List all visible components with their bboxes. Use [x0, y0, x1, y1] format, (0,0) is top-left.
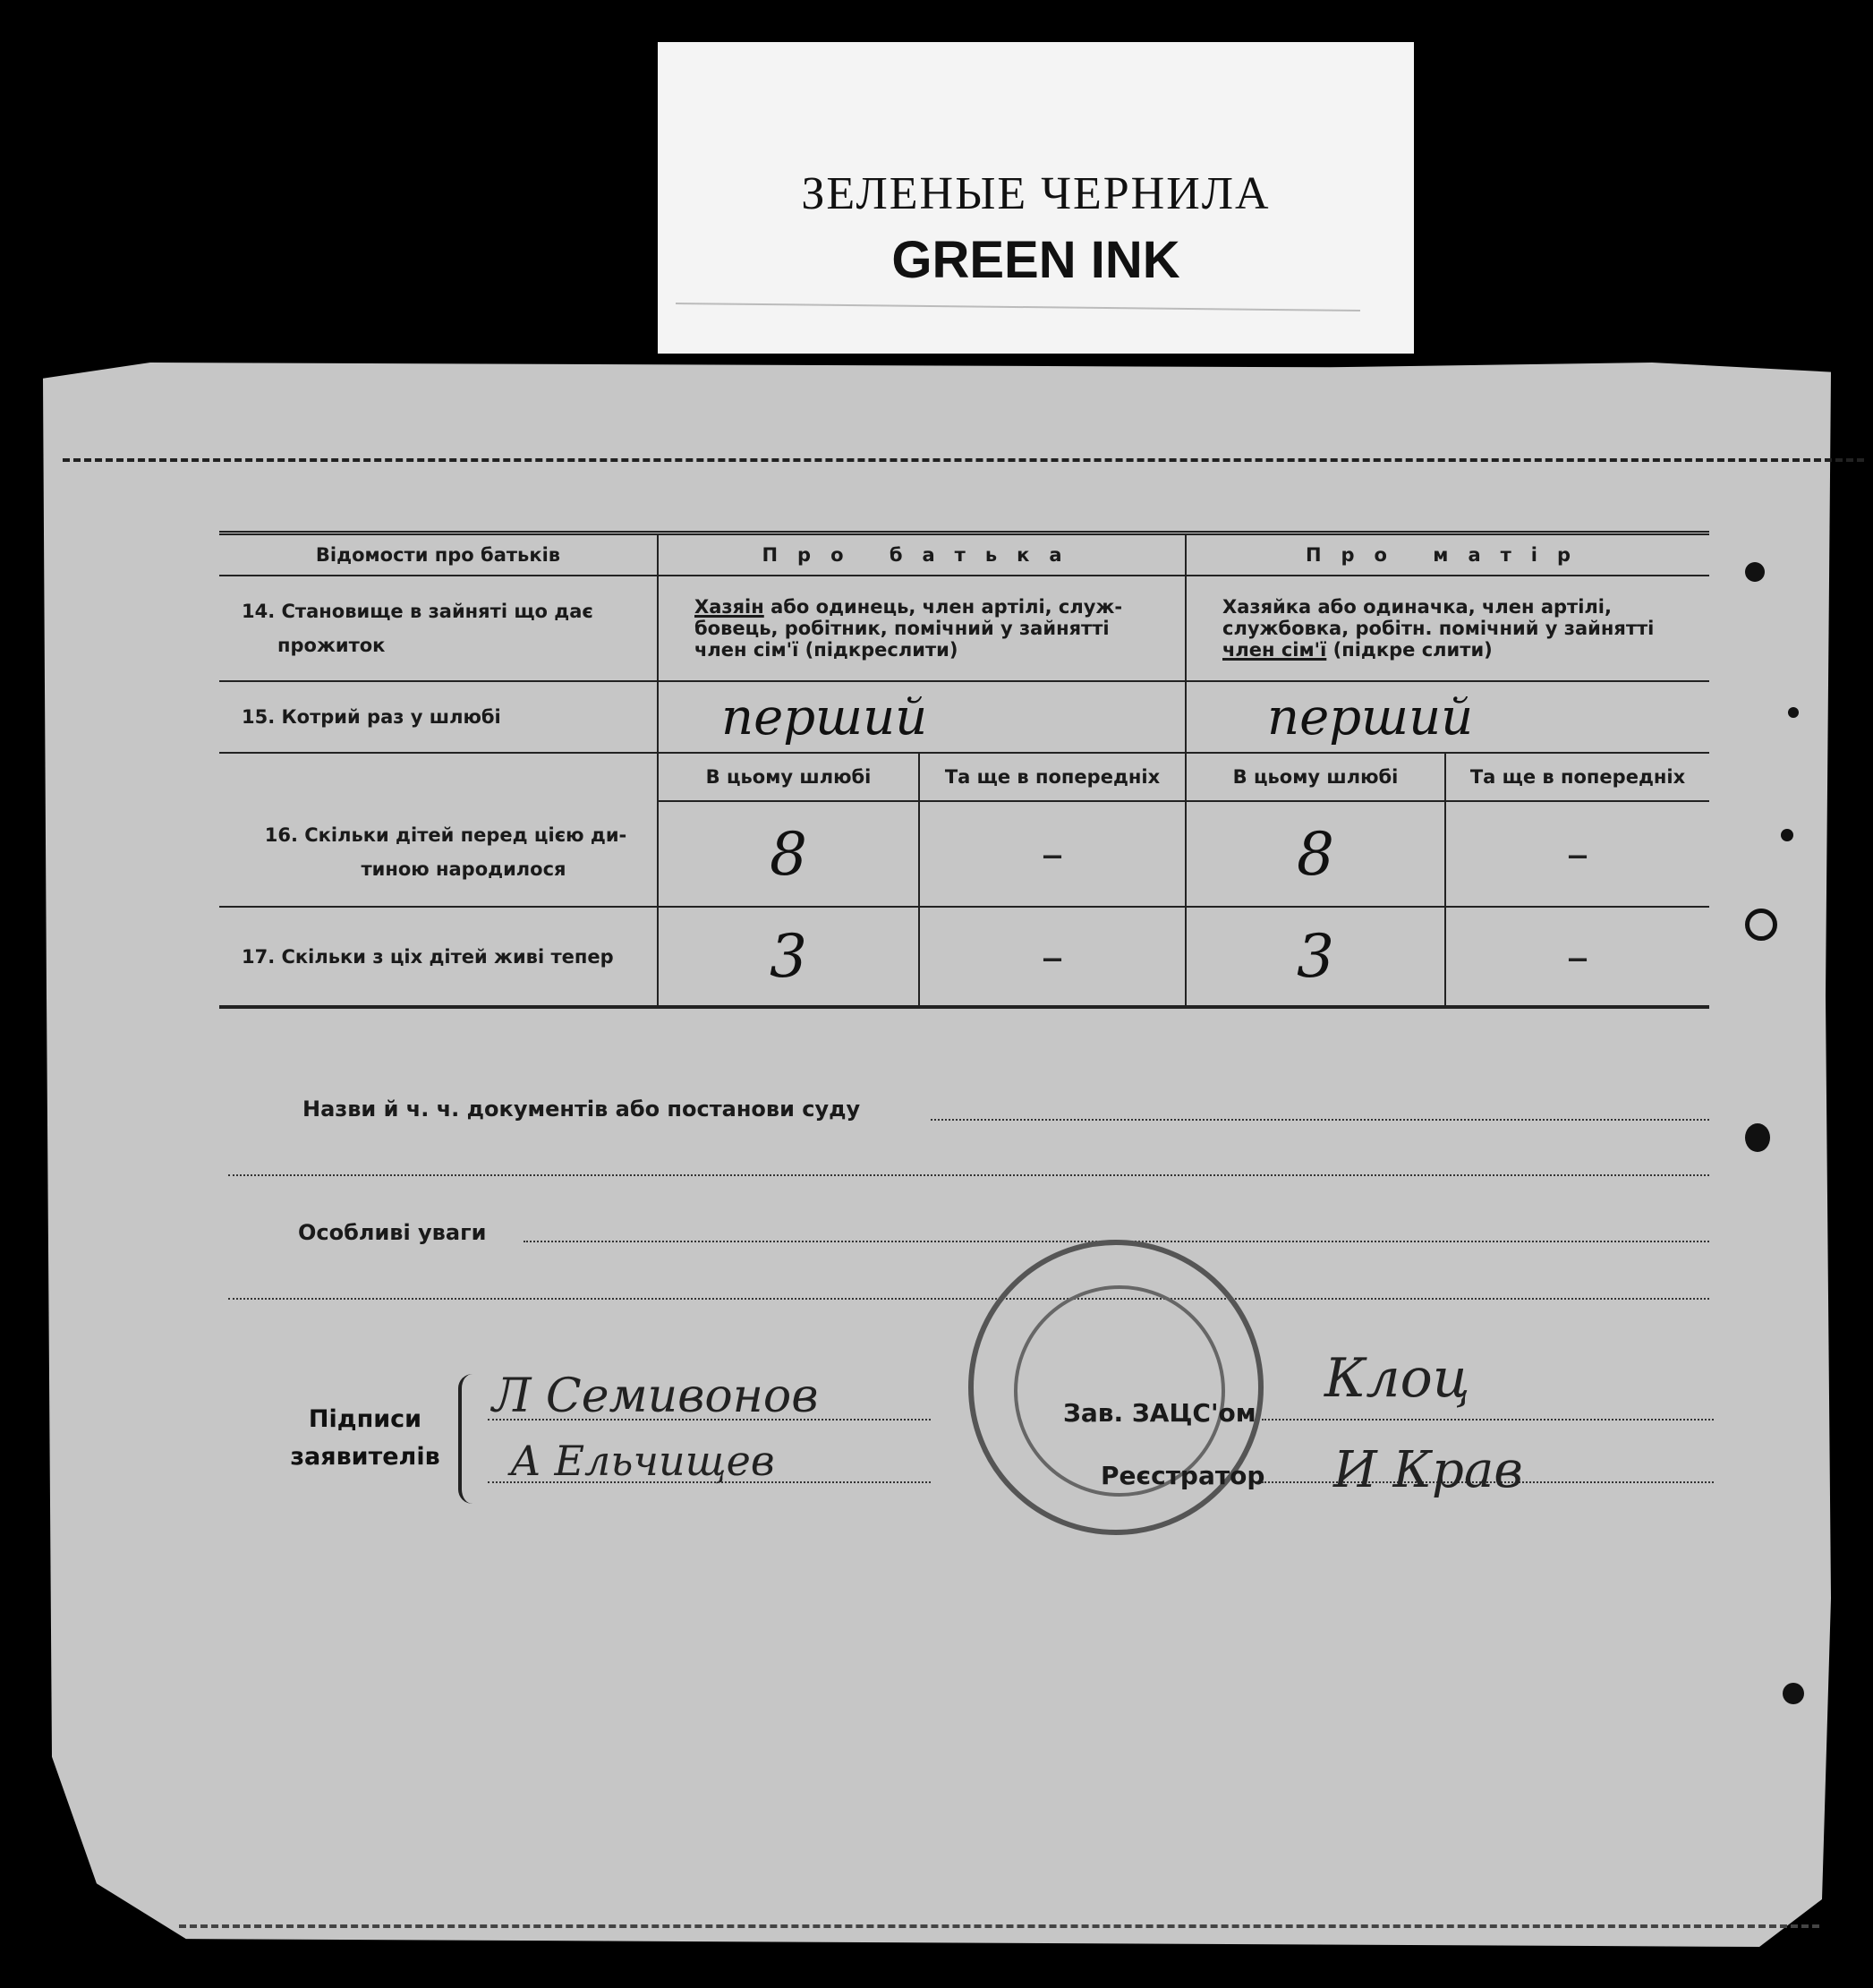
remarks-dotted-line-2 [228, 1298, 1709, 1300]
father-children-born-this: 8 [658, 801, 919, 907]
punch-hole [1745, 909, 1777, 941]
documents-dotted-line-1 [931, 1119, 1709, 1121]
header-about-mother: Про матір [1186, 533, 1709, 576]
row-14-label-line2: прожиток [277, 635, 386, 656]
documents-dotted-line-2 [228, 1174, 1709, 1176]
row-15-marriage-number [219, 681, 1709, 753]
father-occupation-selected: Хазяін [694, 596, 764, 618]
punch-hole [1781, 829, 1793, 841]
father-occupation-options: Хазяін або одинець, член артілі, служ- бовець, робітник, помічний у зайнятті член сім'ї (підкреслити) [658, 576, 1186, 681]
row-17-label: 17. Скільки з ціх дітей живі тепер [219, 907, 658, 1007]
row-17-children-alive [219, 907, 1709, 1007]
row-15-label: 15. Котрий раз у шлюбі [219, 681, 658, 753]
documents-label: Назви й ч. ч. документів або постанови суду [302, 1096, 861, 1122]
ink-label-card [658, 42, 1414, 354]
row-16-label-line1: 16. Скільки дітей перед цією ди- [264, 824, 627, 846]
father-previous-header: Та ще в попередніх [919, 753, 1186, 801]
father-marriage-number: перший [658, 681, 1186, 753]
father-children-born-previous: – [919, 801, 1186, 907]
signatures-title-line2: заявителів [290, 1443, 440, 1471]
mother-this-marriage-header: В цьому шлюбі [1186, 753, 1445, 801]
applicants-signatures-title [285, 1401, 446, 1476]
row-14-label-line1: 14. Становище в зайняті що дає [242, 601, 593, 622]
applicant-1-signature: Л Семивонов [492, 1369, 819, 1423]
official-seal [968, 1240, 1264, 1535]
signatures-title-line1: Підписи [308, 1405, 422, 1433]
zags-head-line [1262, 1419, 1714, 1421]
father-this-marriage-header: В цьому шлюбі [658, 753, 919, 801]
punch-hole [1783, 1683, 1804, 1704]
mother-occupation-options: Хазяйка або одиначка, член артілі, службовка, робітн. помічний у зайнятті член сім'ї (підкре слити) [1186, 576, 1709, 681]
row-16-label-line2: тиною народилося [361, 858, 566, 880]
mother-occupation-selected: член сім'ї [1222, 639, 1327, 661]
table-header-row [219, 533, 1709, 576]
father-children-alive-this: 3 [658, 907, 919, 1007]
mother-children-born-this: 8 [1186, 801, 1445, 907]
parents-info-table [219, 531, 1709, 1009]
punch-hole [1745, 562, 1765, 582]
zags-head-signature: Клоц [1324, 1347, 1470, 1410]
card-fold-line [676, 303, 1360, 311]
row-16-label [219, 753, 658, 907]
mother-previous-header: Та ще в попередніх [1445, 753, 1709, 801]
zags-head-label: Зав. ЗАЦС'ом [1063, 1398, 1256, 1428]
mother-children-born-previous: – [1445, 801, 1709, 907]
father-children-alive-previous: – [919, 907, 1186, 1007]
perforation-top [63, 458, 1864, 462]
applicant-1-line [488, 1419, 931, 1421]
signatures-brace [458, 1374, 480, 1504]
ink-label-russian: ЗЕЛЕНЫЕ ЧЕРНИЛА [801, 168, 1271, 219]
applicant-2-line [488, 1481, 931, 1483]
header-parents-info: Відомости про батьків [219, 533, 658, 576]
row-14-occupation [219, 576, 1709, 681]
children-subheader-row [219, 753, 1709, 801]
mother-children-alive-this: 3 [1186, 907, 1445, 1007]
applicant-2-signature: А Ельчищев [510, 1437, 775, 1485]
mother-children-alive-previous: – [1445, 907, 1709, 1007]
punch-hole [1788, 707, 1799, 718]
registrar-signature: И Крав [1333, 1441, 1523, 1499]
header-about-father: Про батька [658, 533, 1186, 576]
ink-label-english: GREEN INK [891, 231, 1180, 289]
remarks-label: Особливі уваги [298, 1220, 487, 1245]
row-14-label [219, 576, 658, 681]
registrar-label: Реєстратор [1101, 1461, 1265, 1490]
mother-marriage-number: перший [1186, 681, 1709, 753]
punch-hole [1745, 1123, 1770, 1152]
perforation-bottom [179, 1924, 1819, 1928]
